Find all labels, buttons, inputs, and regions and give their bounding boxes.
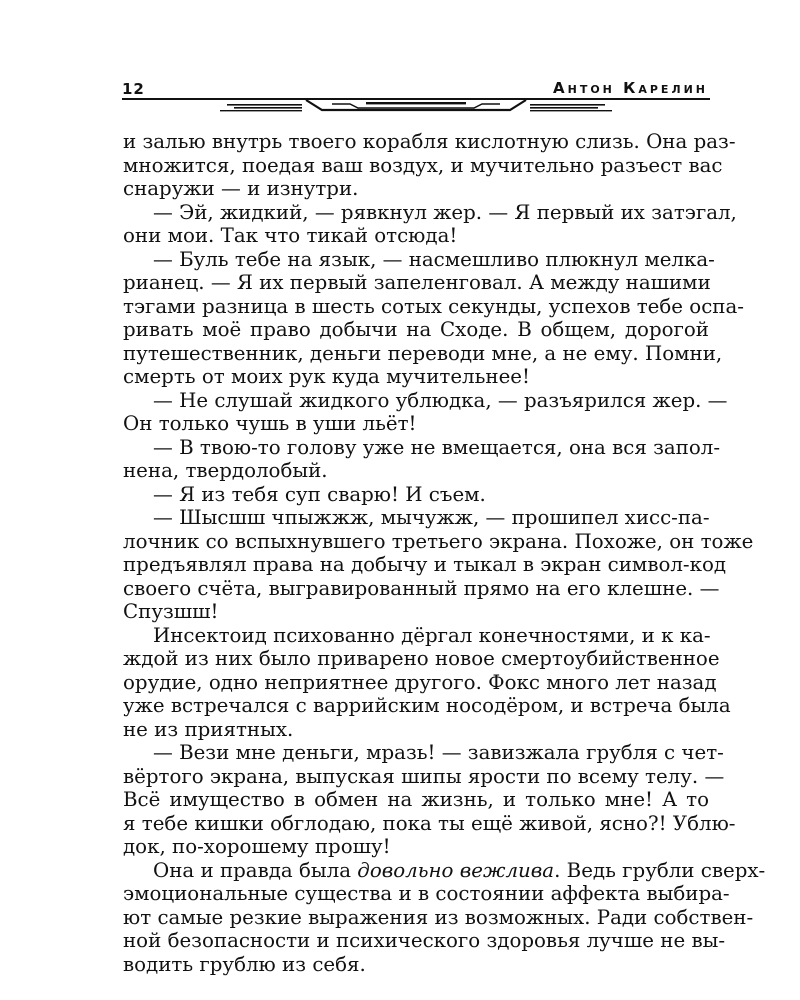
text-line: ной безопасности и психического здоровья лучше не вы- [123,929,726,952]
ornament-center-bracket [306,100,526,110]
text-line: Она и правда была довольно вежлива. Ведь грубли сверх- [153,858,766,882]
text-line: вёртого экрана, выпуская шипы ярости по всему телу. — [123,764,725,788]
paragraph [123,388,728,436]
paragraph [123,200,737,248]
text-line: тэгами разница в шесть сотых секунды, успехов тебе оспа- [123,294,744,318]
text-line: снаружи — и изнутри. [123,177,359,200]
text-line: я тебе кишки обглодаю, пока ты ещё живой, ясно?! Ублю- [123,811,736,835]
page-number: 12 [122,80,145,98]
text-line: — Эй, жидкий, — рявкнул жер. — Я первый их затэгал, [153,200,737,224]
text-line: Спузшш! [123,600,219,623]
emphasis: довольно вежлива [357,858,555,882]
text-line: своего счёта, выгравированный прямо на его клешне. — [123,576,720,600]
paragraph [123,483,709,507]
paragraph [123,858,766,977]
text-line: нена, твердолобый. [123,459,328,482]
text-line: путешественник, деньги переводи мне, а не ему. Помни, [123,341,723,365]
text-line: лочник со вспыхнувшего третьего экрана. Похоже, он тоже [123,529,754,553]
text-line: — Шысшш чпыжжж, мычужж, — прошипел хисс-па- [153,506,710,529]
ornament-right-stripes [530,104,612,111]
text-line: док, по-хорошему прошу! [123,835,391,858]
text-line: — Не слушай жидкого ублюдка, — разъярился жер. — [153,388,728,412]
text-line: ют самые резкие выражения из возможных. Ради собствен- [123,905,754,929]
text-line: водить грублю из себя. [123,952,366,976]
text-line: эмоциональные существа и в состоянии аффекта выбира- [123,882,730,905]
text-line: ждой из них было приварено новое смертоубийственное [123,647,720,670]
text-line: рианец. — Я их первый запеленговал. А между нашими [123,271,711,294]
text-line: — Буль тебе на язык, — насмешливо плюкнул мелка- [153,247,715,271]
text-line: предъявлял права на добычу и тыкал в экран символ-код [123,553,727,576]
paragraph [123,623,731,742]
book-page-text [123,130,766,976]
paragraph [123,741,736,859]
text-line: Всё имущество в обмен на жизнь, и только мне! А то [123,788,709,811]
paragraph [123,130,736,201]
text-line: уже встречался с варрийским носодёром, и встреча была [123,694,731,717]
author-running-head: Антон Карелин [553,79,708,97]
text-line: они мои. Так что тикай отсюда! [123,224,458,247]
running-header [122,76,710,116]
text-line: ривать моё право добычи на Сходе. В общем, дорогой [123,318,709,341]
text-line: Инсектоид психованно дёргал конечностями, и к ка- [153,623,711,647]
paragraph [123,435,721,483]
text-line: орудие, одно неприятнее другого. Фокс много лет назад [123,670,717,694]
text-line: и залью внутрь твоего корабля кислотную слизь. Она раз- [123,130,736,153]
paragraph [123,506,754,624]
text-line: множится, поедая ваш воздух, и мучительно разъест вас [123,153,723,177]
paragraph [123,247,744,389]
text-line: смерть от моих рук куда мучительнее! [123,365,530,388]
ornament-left-stripes [220,104,302,111]
text-line: — Я из тебя суп сварю! И съем. [153,482,486,506]
header-ornament [122,96,710,112]
text-line: — Вези мне деньги, мразь! — завизжала грубля с чет- [153,741,724,764]
text-line: Он только чушь в уши льёт! [123,412,417,435]
text-line: не из приятных. [123,717,294,741]
text-line: — В твою-то голову уже не вмещается, она вся запол- [153,435,721,459]
